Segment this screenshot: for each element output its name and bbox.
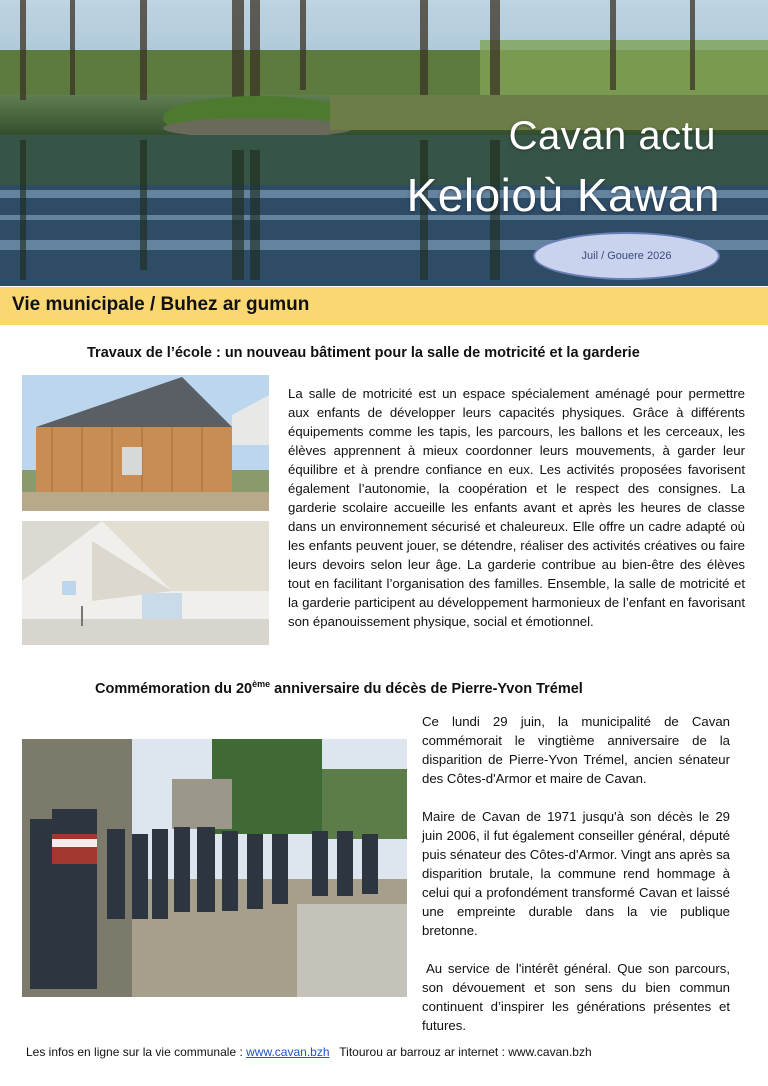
article1-heading: Travaux de l’école : un nouveau bâtiment pour la salle de motricité et la garderie (87, 345, 640, 361)
section-title: Vie municipale / Buhez ar gumun (12, 294, 310, 315)
commemoration-ceremony-photo (22, 739, 407, 997)
newsletter-title: Cavan actu (508, 114, 716, 158)
header-banner-photo (0, 0, 768, 286)
article2-paragraph-1: Ce lundi 29 juin, la municipalité de Cavan commémorait le vingtième anniversaire de la disparition de Pierre-Yvon Trémel, ancien sénateur des Côtes-d'Armor et maire de Cavan. (422, 714, 730, 786)
article1-body: La salle de motricité est un espace spécialement aménagé pour permettre aux enfants de développer leurs capacités physiques. Grâce à différents équipements comme les tapis, les parcours, les ballons et les cerceaux, les élèves apprennent à mieux coordonner leurs mouvements, à garder leur équilibre et à prendre confiance en eux. Les activités proposées favorisent également l’autonomie, la coopération et le respect des consignes. La garderie scolaire accueille les enfants avant et après les heures de classe dans un environnement sécurisé et chaleureux. Elle offre un cadre adapté où les enfants peuvent jouer, se détendre, réaliser des activités créatives ou faire leurs devoirs selon leur âge. La garderie contribue au bien-être des élèves tout en facilitant l’organisation des familles. Ensemble, la salle de motricité et la garderie participent au développement harmonieux de l’enfant en favorisant son épanouissement physique, social et émotionnel. (288, 386, 745, 629)
newsletter-title-breton: Keloioù Kawan (406, 169, 720, 221)
footer-suffix: Titourou ar barrouz ar internet : www.cavan.bzh (329, 1045, 592, 1059)
footer-info (26, 1045, 592, 1059)
section-header-bar (0, 287, 768, 325)
school-building-exterior-photo (22, 375, 269, 511)
article2-paragraph-3: Au service de l'intérêt général. Que son parcours, son dévouement et son sens du bien commun continuent d’inspirer les générations présentes et futures. (422, 961, 730, 1033)
article2-heading: Commémoration du 20ème anniversaire du décès de Pierre-Yvon Trémel (95, 679, 583, 697)
website-link[interactable]: www.cavan.bzh (246, 1045, 330, 1059)
motricity-room-interior-photo (22, 521, 269, 645)
issue-date-badge: Juil / Gouere 2026 (533, 232, 720, 280)
article2-body (422, 712, 730, 1035)
article2-paragraph-2: Maire de Cavan de 1971 jusqu'à son décès le 29 juin 2006, il fut également conseiller général, député puis sénateur des Côtes-d'Armor. Vingt ans après sa disparition brutale, la commune rend hommage à celui qui a profondément transformé Cavan et laissé une empreinte durable dans la vie publique bretonne. (422, 809, 730, 938)
footer-prefix: Les infos en ligne sur la vie communale : (26, 1045, 247, 1059)
